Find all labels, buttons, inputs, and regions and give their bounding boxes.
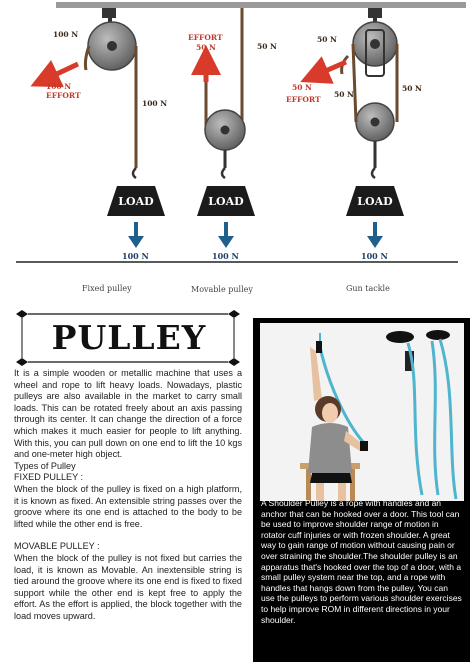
gun-effort-word: EFFORT xyxy=(286,95,321,104)
exercise-photo xyxy=(260,323,464,501)
movable-heading: MOVABLE PULLEY : xyxy=(14,541,100,552)
article-title: PULLEY xyxy=(51,318,207,357)
ceiling-beam xyxy=(56,2,466,8)
gun-load-block xyxy=(346,186,404,216)
fixed-effort-value: 100 N xyxy=(46,82,72,91)
movable-load-force-label: 100 N xyxy=(212,251,239,261)
gun-tackle-caption: Gun tackle xyxy=(346,284,390,293)
fixed-heading: FIXED PULLEY : xyxy=(14,472,84,483)
title-block xyxy=(14,308,242,368)
fixed-effort-word: EFFORT xyxy=(46,91,81,100)
gun-load-force-label: 100 N xyxy=(361,251,388,261)
gun-top-force-label: 50 N xyxy=(317,35,337,44)
fixed-paragraph: When the block of the pulley is fixed on a high platform, it is known as fixed. An extensible string passes over the groove where its one end is attached to the body to be lifted while the other end is free. xyxy=(14,483,242,529)
gun-mid-force-label: 50 N xyxy=(334,90,354,99)
fixed-load-label: LOAD xyxy=(118,195,154,208)
fixed-load-block xyxy=(107,186,165,216)
fixed-top-force-label: 100 N xyxy=(53,30,79,39)
load-arrows xyxy=(128,222,383,248)
fixed-rope-force-label: 100 N xyxy=(142,99,168,108)
movable-rope-force-label: 50 N xyxy=(257,42,277,51)
article-body xyxy=(14,368,242,622)
movable-load-block xyxy=(197,186,255,216)
panel-description: A Shoulder Pulley is a rope with handles and an anchor that can be hooked over a door. This tool can be used to improve shoulder range of motion in rotator cuff injuries or with frozen shoulder. A great way to gain range of motion without causing pain or over straining the shoulder.The shoulder pulley is an apparatus that's hooked over the top of a door, with a small pulley system near the top, and a rope with handles that hangs down from the pulley. You can use the pulleys to perform various shoulder exercises to help improve ROM in different directions in your shoulder. xyxy=(261,498,462,625)
pulley-diagram xyxy=(0,0,474,300)
movable-effort-value: 50 N xyxy=(196,43,216,52)
gun-load-label: LOAD xyxy=(357,195,393,208)
gun-effort-value: 50 N xyxy=(292,83,312,92)
article-column xyxy=(14,308,242,622)
gun-tackle-graphic xyxy=(314,8,397,178)
intro-paragraph: It is a simple wooden or metallic machine that uses a wheel and rope to lift heavy loads. Nowadays, plastic pulleys are also available in the market to carry small loads. This can be rotated freely about an axis passing through its center. It can change the direction of a force which makes it much easier for people to lift anything. With this, you can pull down on one end to lift the 10 kgs and one-meter high object. xyxy=(14,368,242,460)
fixed-pulley-caption: Fixed pulley xyxy=(82,284,132,293)
movable-load-label: LOAD xyxy=(208,195,244,208)
movable-pulley-caption: Movable pulley xyxy=(191,285,253,294)
exercise-illustration xyxy=(260,323,464,501)
shoulder-pulley-panel xyxy=(253,318,470,662)
movable-paragraph: When the block of the pulley is not fixed but carries the load, it is known as Movable. An inextensible string is tied around the groove where its one end is fixed to fixed support while the other end is kept free to apply the effort. As the effort is applied, the block together with the load moves upward. xyxy=(14,552,242,621)
movable-effort-word: EFFORT xyxy=(188,33,223,42)
types-heading: Types of Pulley xyxy=(14,460,76,471)
fixed-load-force-label: 100 N xyxy=(122,251,149,261)
gun-right-force-label: 50 N xyxy=(402,84,422,93)
